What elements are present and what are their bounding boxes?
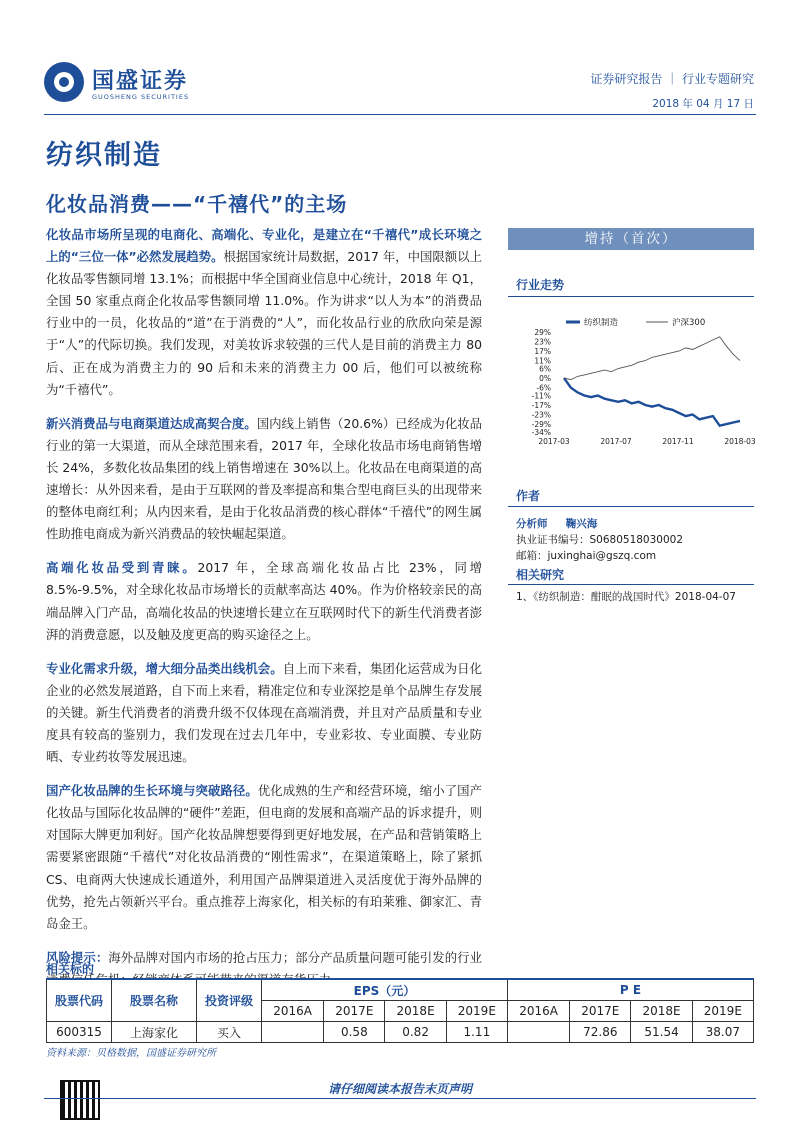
analyst-name: 鞠兴海 [565,518,598,530]
cell-eps: 1.11 [446,1022,507,1043]
x-tick-label: 2017-11 [662,437,694,446]
report-type: 证券研究报告 ｜ 行业专题研究 [590,72,754,86]
analyst-email[interactable]: 邮箱：juxinghai@gszq.com [516,550,657,562]
cell-code: 600315 [47,1022,112,1043]
trend-title: 行业走势 [516,278,565,292]
paragraph-text: 自上而下来看，集团化运营成为日化企业的必然发展道路，自下而上来看，精准定位和专业深挖是单个品牌生存发展的关键。新生代消费者的消费升级不仅体现在高端消费，并且对产品质量和专业度具有较高的鉴别力，我们发现在过去几年中，专业彩妆、专业面膜、专业防晒、专业药妆等发展迅速。 [46,660,483,765]
cell-pe: 72.86 [570,1022,631,1043]
col-name: 股票名称 [112,979,197,1022]
cell-rating: 买入 [197,1022,262,1043]
legend-label-hs300: 沪深300 [672,318,706,328]
paragraph-lead: 专业化需求升级，增大细分品类出线机会。 [46,660,283,676]
series-line-textile [564,378,740,426]
related-research-item[interactable]: 1、《纺织制造：酣眠的战国时代》2018-04-07 [516,591,736,603]
y-tick-label: 29% [534,328,551,337]
author-divider [508,506,754,507]
analyst-line [516,516,597,531]
table-title: 相关标的 [46,962,95,976]
brand-name: 国盛证券 [92,69,189,94]
y-tick-label: -17% [531,401,551,411]
author-title: 作者 [516,489,541,503]
paragraph-lead: 国产化妆品牌的生长环境与突破路径。 [46,783,258,799]
y-tick-label: -11% [531,391,551,401]
series-line-hs300 [564,337,740,380]
brand-logo-icon [44,62,84,102]
related-divider [508,584,754,585]
footer-divider [44,1098,756,1099]
cell-pe: 51.54 [631,1022,692,1043]
paragraph-lead: 风险提示： [46,949,109,965]
paragraph-specialization [46,658,482,768]
year-cell: 2017E [324,1001,385,1022]
paragraph-lead: 高端化妆品受到青睐。 [46,560,198,576]
col-code: 股票代码 [47,979,112,1022]
y-tick-label: -29% [531,420,551,430]
year-cell: 2016A [507,1001,569,1022]
table-row [47,1022,754,1043]
paragraph-domestic-brands [46,780,482,935]
industry-trend-chart [508,318,758,458]
cell-eps: 0.58 [324,1022,385,1043]
cell-pe [507,1022,569,1043]
year-cell: 2017E [570,1001,631,1022]
col-eps: EPS（元） [262,979,508,1001]
brand-name-en: GUOSHENG SECURITIES [92,93,190,101]
paragraph-text: 根据国家统计局数据，2017 年，中国限额以上化妆品零售额同增 13.1%；而根据中华全国商业信息中心统计，2018 年 Q1，全国 50 家重点商企化妆品零售额同增 11.0%。作为讲求“以人为本”的消费品行业中的一员，化妆品的“道”在于消费的“人”，而化妆品行业的欣欣向荣是源于“人”的代际切换。我们发现，对美妆诉求较强的三代人是目前的消费主力 80 后、正在成为消费主力的 90 后和未来的消费主力 00 后，他们可以被统称为“千禧代”。 [46,249,482,397]
year-cell: 2019E [446,1001,507,1022]
chart-legend [566,318,705,328]
report-body [46,224,482,1003]
x-tick-label: 2017-07 [600,437,632,446]
paragraph-ecommerce-trend [46,224,482,401]
col-pe: P E [507,979,753,1001]
x-tick-label: 2018-03 [724,437,756,446]
trend-divider [508,296,754,297]
cell-name: 上海家化 [112,1022,197,1043]
paragraph-channel [46,413,482,546]
footer-disclaimer[interactable]: 请仔细阅读本报告末页声明 [327,1082,472,1096]
analyst-label: 分析师 [516,518,548,530]
report-date: 2018 年 04 月 17 日 [652,98,754,110]
cell-eps: 0.82 [385,1022,446,1043]
rating-badge: 增持（首次） [508,228,754,250]
cell-eps [262,1022,324,1043]
paragraph-lead: 新兴消费品与电商渠道达成高契合度。 [46,415,257,431]
sector-title: 纺织制造 [46,140,162,171]
paragraph-text: 海外品牌对国内市场的抢占压力；部分产品质量问题可能引发的行业 [108,949,483,965]
y-tick-label: 0% [539,374,551,384]
cell-pe: 38.07 [692,1022,753,1043]
year-cell: 2019E [692,1001,753,1022]
y-tick-label: -34% [531,428,551,437]
y-tick-label: -23% [531,410,551,420]
year-cell: 2016A [262,1001,324,1022]
report-headline: 化妆品消费——“千禧代”的主场 [46,192,348,216]
legend-label-textile: 纺织制造 [584,318,619,328]
y-tick-label: 23% [534,337,551,347]
y-tick-label: 11% [534,356,551,366]
y-tick-label: -6% [536,383,551,393]
paragraph-lead: 化妆品市场所呈现的电商化、高端化、专业化，是建立在“千禧代”成长环境之上的“三位一体”必然发展趋势。 [46,227,482,265]
paragraph-premium [46,557,482,645]
year-cell: 2018E [631,1001,692,1022]
x-tick-label: 2017-03 [538,437,570,446]
y-tick-label: 17% [534,347,551,357]
table-header-row [47,979,754,1001]
analyst-license: 执业证书编号：S0680518030002 [516,534,684,546]
header-divider [44,114,756,115]
paragraph-text: 2017 年，全球高端化妆品占比 23%，同增 8.5%-9.5%，对全球化妆品市场增长的贡献率高达 40%。作为价格较亲民的高端品牌入门产品，高端化妆品的快速增长建立在互联网时代下的新生代消费者澎湃的消费意愿，以及触及度更高的购买途径之上。 [46,560,483,642]
paragraph-text: 优化成熟的生产和经营环境，缩小了国产化妆品与国际化妆品牌的“硬件”差距，但电商的发展和高端产品的诉求提升，则对国际大牌更加利好。国产化妆品牌想要得到更好地发展，在产品和营销策略上需要紧密跟随“千禧代”对化妆品消费的“刚性需求”，在渠道策略上，除了紧抓 CS、电商两大快速成长通道外，利用国产品牌渠道进入灵活度优于海外品牌的优势，抢先占领新兴平台。重点推荐上海家化，相关标的有珀莱雅、御家汇、青岛金王。 [46,783,483,931]
stock-table [46,978,754,1043]
y-tick-label: 6% [539,364,551,374]
table-source: 资料来源：贝格数据，国盛证券研究所 [46,1048,216,1059]
related-research-title: 相关研究 [516,568,565,582]
col-rating: 投资评级 [197,979,262,1022]
year-cell: 2018E [385,1001,446,1022]
paragraph-text: 国内线上销售（20.6%）已经成为化妆品行业的第一大渠道，而从全球范围来看，2017 年，全球化妆品市场电商销售增长 24%，多数化妆品集团的线上销售增速在 30%以上。化妆品在电商渠道的高速增长：从外因来看，是由于互联网的普及率提高和集合型电商巨头的出现带来的整体电商红利；从内因来看，是由于化妆品消费的核心群体“千禧代”的网生属性助推电商成为新兴消费品的较快崛起渠道。 [46,415,482,542]
